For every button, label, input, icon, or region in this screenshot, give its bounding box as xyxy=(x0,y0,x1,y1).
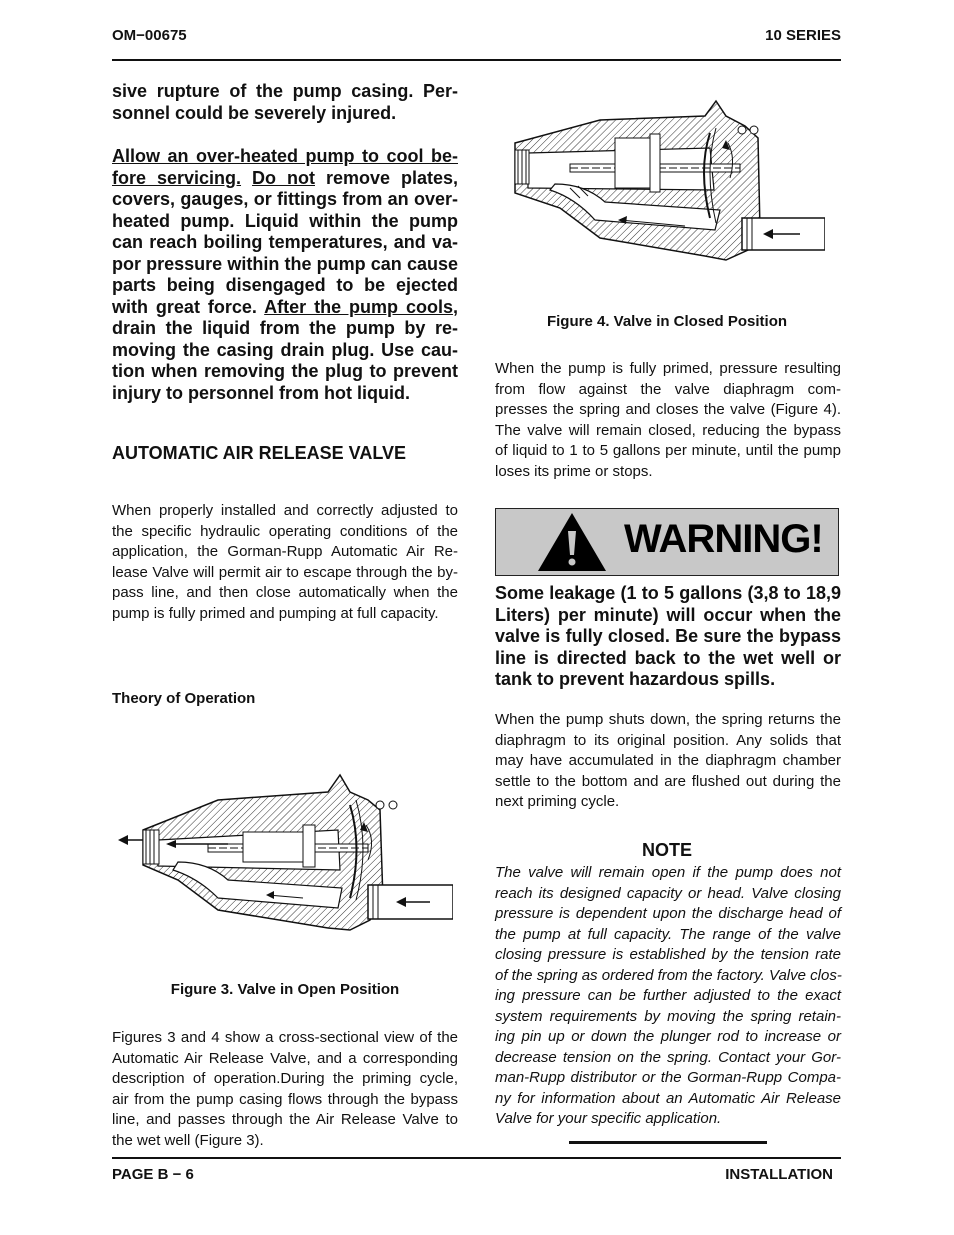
intro-paragraph: When properly installed and correctly adjusted to the specific hydraulic operating conditions of the application, the Gorman-Rupp Automatic Air Re- lease Valve will permit air to escape through the by- pass line, and then close automatically when the pump is fully primed and pumping at full capacity. xyxy=(112,502,458,622)
figure-3-valve-open xyxy=(118,770,453,935)
note-heading: NOTE xyxy=(641,840,692,860)
note-text: The valve will remain open if the pump does not reach its designed capacity or head. Valve closing pressure is dependent upon the discharge head of the pump at full capacity. The range of the valve closing pressure is established by the tension rate of the spring as ordered from the factory. Valve clos- ing pressure can be further adjusted to the exact system requirements by moving the spring retain- ing pin up or down the plunger rod to increase or decrease tension on the spring. Contact your Gor- man-Rupp distributor or the Gorman-Rupp Compa- ny for information about an Automatic Air Release Valve for your specific application. xyxy=(495,864,842,1127)
primed-paragraph: When the pump is fully primed, pressure resulting from flow against the valve diaphragm com- presses the spring and closes the valve (Figure 4). The valve will remain closed, reducing the bypass of liquid to 1 to 5 gallons per minute, until the pump loses its prime or stops. xyxy=(495,360,841,480)
doc-number: OM−00675 xyxy=(112,27,187,44)
footer-rule xyxy=(112,1157,841,1159)
note-end-rule xyxy=(569,1141,767,1144)
figure-4-valve-closed xyxy=(510,98,825,266)
page-number: PAGE B − 6 xyxy=(112,1166,194,1183)
section-heading: AUTOMATIC AIR RELEASE VALVE xyxy=(112,443,407,463)
figure-4-caption: Figure 4. Valve in Closed Position xyxy=(546,313,788,330)
shutdown-paragraph: When the pump shuts down, the spring returns the diaphragm to its original position. Any solids that may have accumulated in the diaphragm chamber settle to the bottom and are flushed out during the next priming cycle. xyxy=(495,711,841,810)
figure-3-caption: Figure 3. Valve in Open Position xyxy=(170,981,400,998)
overheat-warning: Allow an over-heated pump to cool be- fore servicing. Do not remove plates, covers, gauges, or fittings from an over- heated pump. Liquid within the pump can reach boiling temperatures, and va- por pressure within the pump can cause parts being disengaged to be ejected with great force. After the pump cools, drain the liquid from the pump by re- moving the casing drain plug. Use cau- tion when removing the plug to prevent injury to personnel from hot liquid. xyxy=(112,146,459,403)
warning-banner xyxy=(495,508,839,576)
warning-triangle-icon xyxy=(536,511,608,573)
warning-continuation: sive rupture of the pump casing. Per- sonnel could be severely injured. xyxy=(112,81,458,123)
header-rule xyxy=(112,59,841,61)
warning-label: WARNING! xyxy=(624,517,823,561)
series-label: 10 SERIES xyxy=(765,27,841,44)
leakage-warning: Some leakage (1 to 5 gallons (3,8 to 18,9 Liters) per minute) will occur when the valve is fully closed. Be sure the bypass line is directed back to the wet well or tank to prevent hazardous spills. xyxy=(495,583,841,689)
section-name: INSTALLATION xyxy=(725,1166,833,1183)
figures-paragraph: Figures 3 and 4 show a cross-sectional view of the Automatic Air Release Valve, and a corresponding description of operation.During the priming cycle, air from the pump casing flows through the bypass line, and passes through the Air Release Valve to the wet well (Figure 3). xyxy=(112,1029,458,1149)
theory-subheading: Theory of Operation xyxy=(112,690,256,707)
